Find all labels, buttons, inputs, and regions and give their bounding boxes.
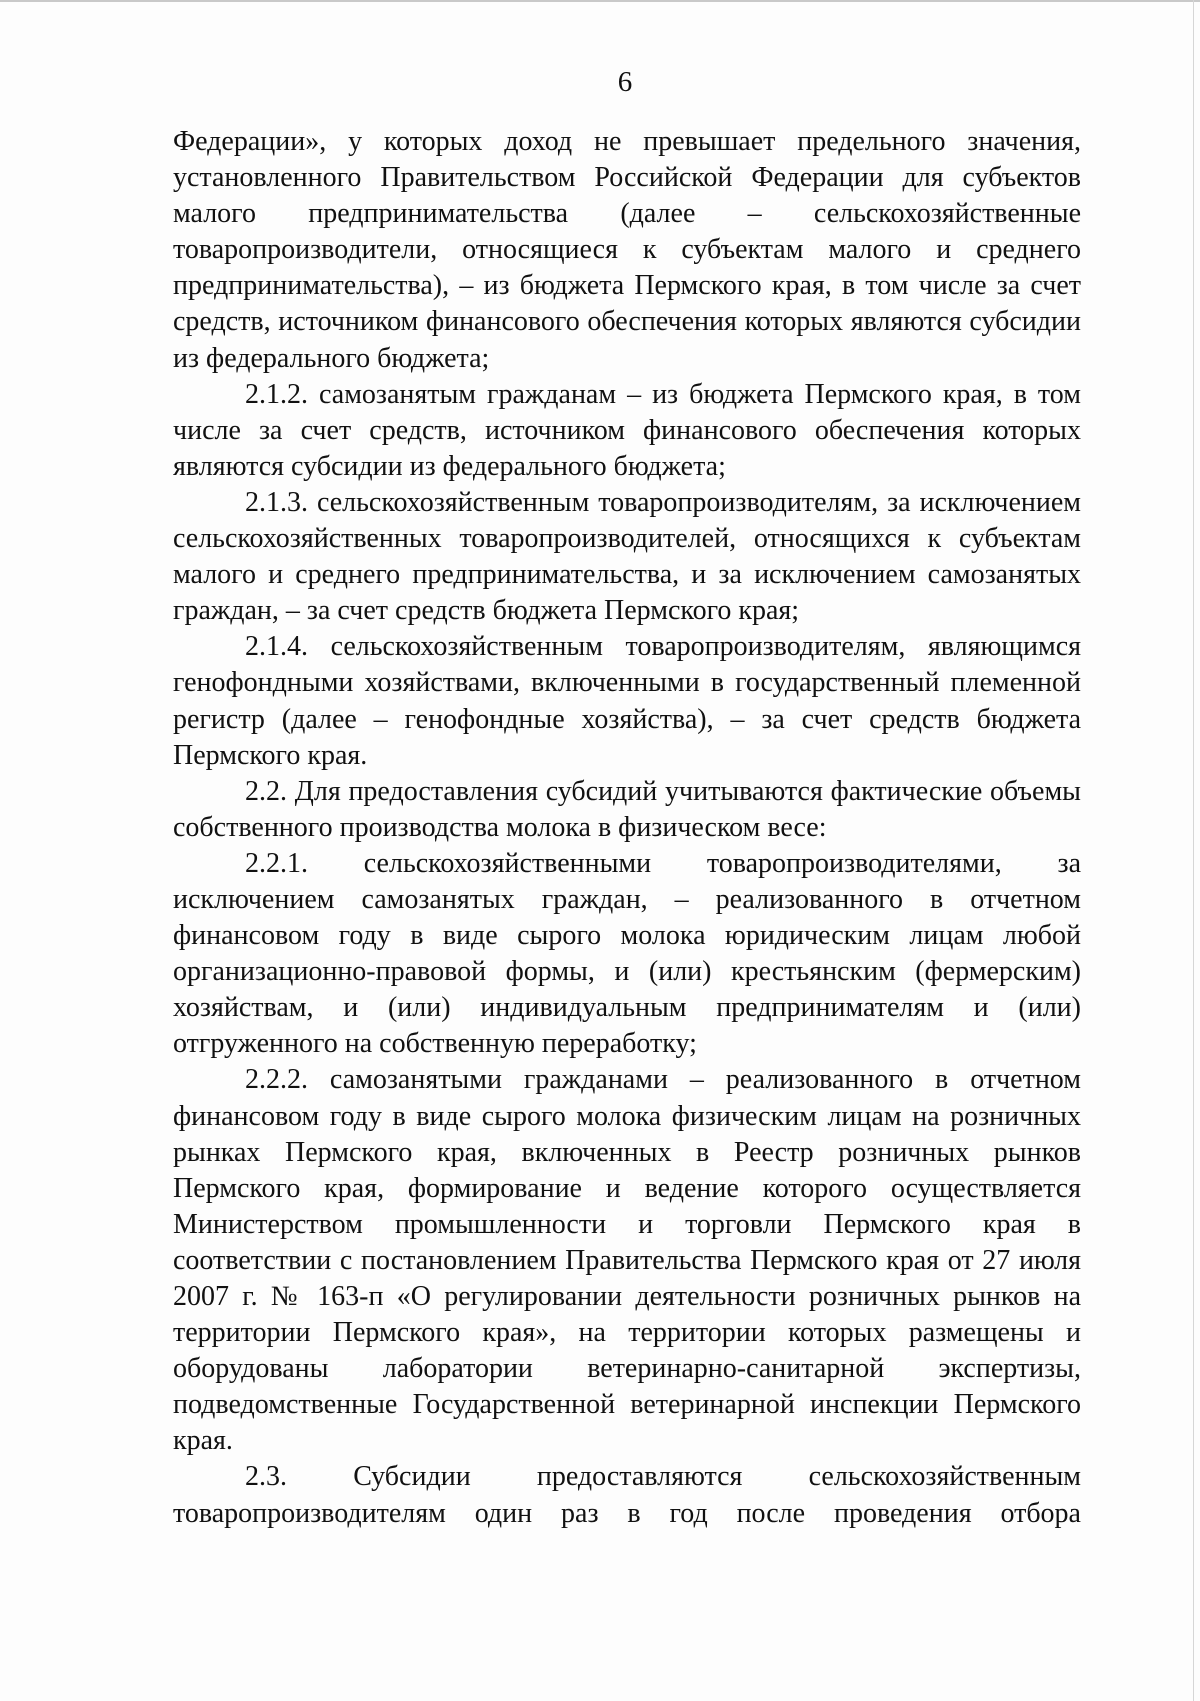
paragraph-continuation: Федерации», у которых доход не превышает предельного значения, установленного Правительством Российской Федерации для субъектов малого предпринимательства (далее – сельскохозяйственные товаропроизводители, относящиеся к субъектам малого и среднего предпринимательства), – из бюджета Пермского края, в том числе за счет средств, источником финансового обеспечения которых являются субсидии из федерального бюджета;: [173, 126, 1081, 374]
paragraph-2-2: 2.2. Для предоставления субсидий учитываются фактические объемы собственного производства молока в физическом весе:: [173, 775, 1081, 843]
paragraph-2-2-2: 2.2.2. самозанятыми гражданами – реализованного в отчетном финансовом году в виде сырого молока физическим лицам на розничных рынках Пермского края, включенных в Реестр розничных рынков Пермского края, формирование и ведение которого осуществляется Министерством промышленности и торговли Пермского края в соответствии с постановлением Правительства Пермского края от 27 июля 2007 г. № 163-п «О регулировании деятельности розничных рынков на территории Пермского края», на территории которых размещены и оборудованы лаборатории ветеринарно-санитарной экспертизы, подведомственные Государственной ветеринарной инспекции Пермского края.: [173, 1064, 1081, 1457]
paragraph-2-1-3: 2.1.3. сельскохозяйственным товаропроизводителям, за исключением сельскохозяйственных товаропроизводителей, относящихся к субъектам малого и среднего предпринимательства, и за исключением самозанятых граждан, – за счет средств бюджета Пермского края;: [173, 486, 1081, 627]
paragraph-2-1-4: 2.1.4. сельскохозяйственным товаропроизводителям, являющимся генофондными хозяйствами, включенными в государственный племенной регистр (далее – генофондные хозяйства), – за счет средств бюджета Пермского края.: [173, 631, 1081, 771]
paragraph-2-1-2: 2.1.2. самозанятым гражданам – из бюджета Пермского края, в том числе за счет средств, источником финансового обеспечения которых являются субсидии из федерального бюджета;: [173, 378, 1081, 482]
paragraph-2-3: 2.3. Субсидии предоставляются сельскохозяйственным товаропроизводителям один раз в год после проведения отбора: [173, 1461, 1081, 1529]
page-right-edge: [1193, 0, 1194, 1701]
paragraph-2-2-1: 2.2.1. сельскохозяйственными товаропроизводителями, за исключением самозанятых граждан, – реализованного в отчетном финансовом году в виде сырого молока юридическим лицам любой организационно-правовой формы, и (или) крестьянским (фермерским) хозяйствам, и (или) индивидуальным предпринимателям и (или) отгруженного на собственную переработку;: [173, 847, 1081, 1060]
page-number: 6: [617, 66, 633, 98]
document-body: [173, 124, 1081, 1532]
page-top-edge: [0, 0, 1200, 2]
